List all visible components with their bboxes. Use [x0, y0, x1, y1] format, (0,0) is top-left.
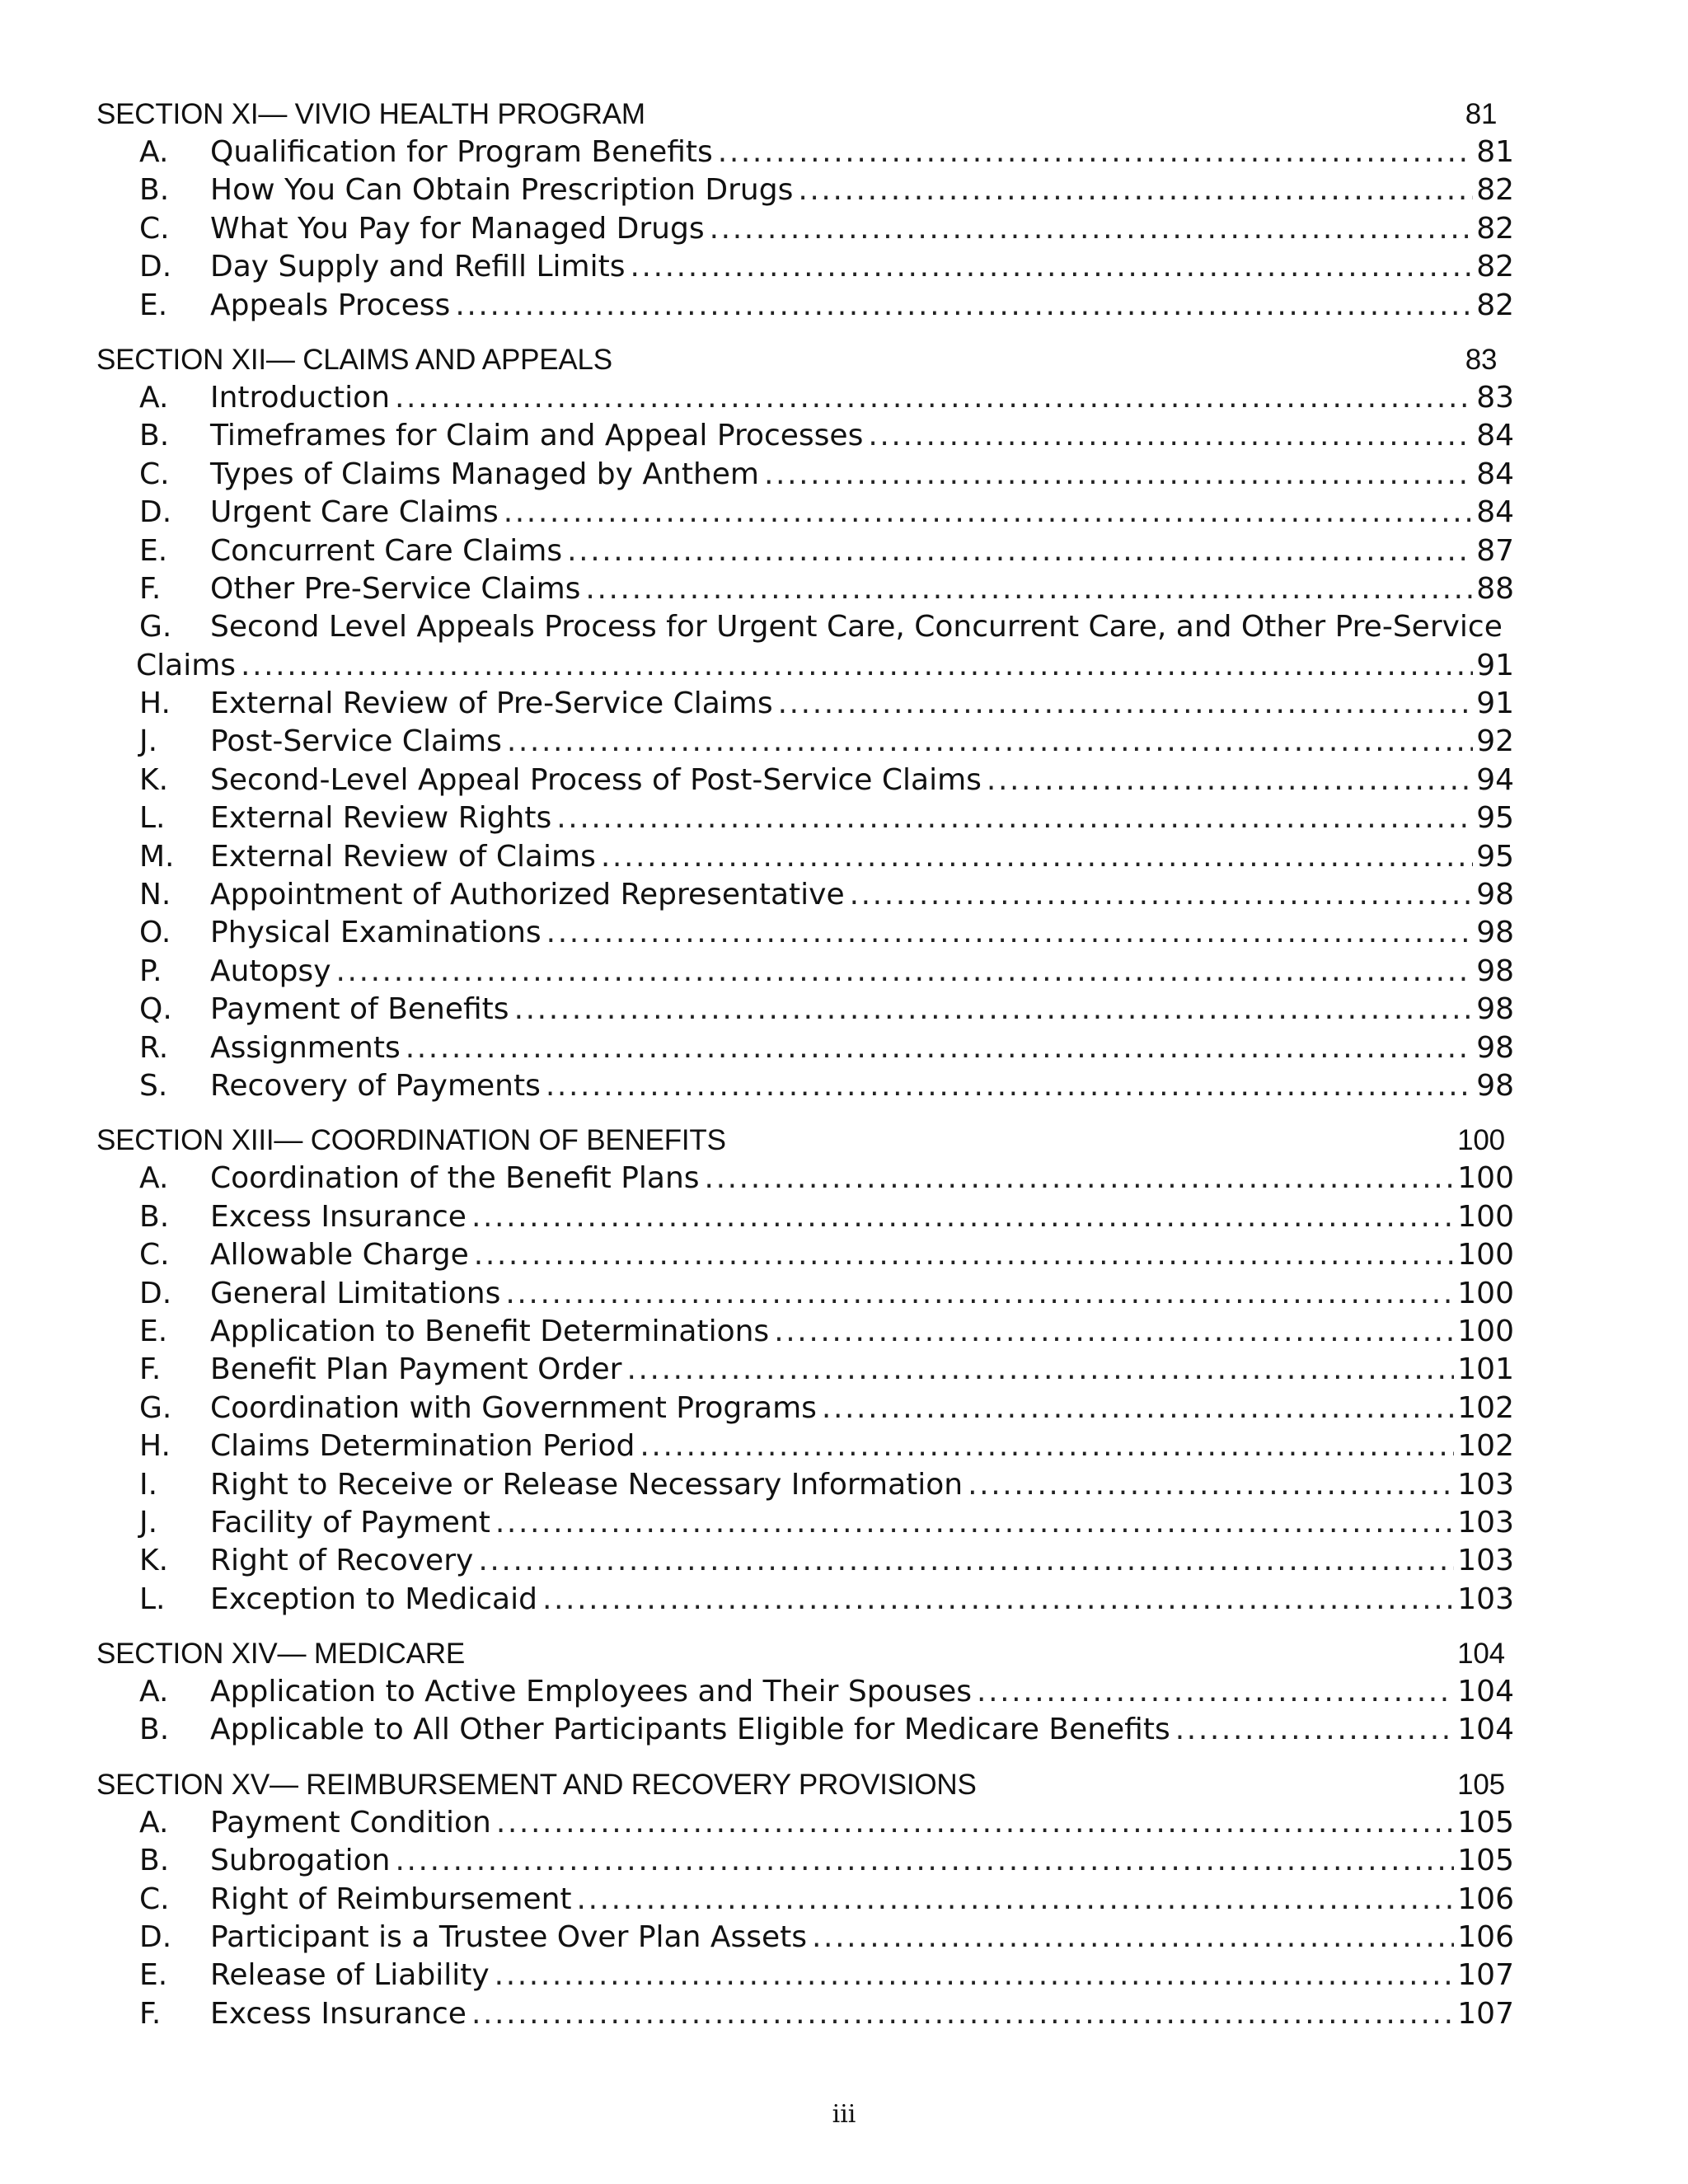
toc-entry[interactable] — [96, 1275, 1514, 1313]
entry-letter: A. — [139, 1675, 169, 1709]
toc-section — [96, 341, 1514, 1105]
entry-title: Right of Recovery — [210, 1544, 474, 1578]
entry-page-number: 82 — [1476, 250, 1514, 284]
table-of-contents — [96, 96, 1514, 2050]
entry-title: Payment of Benefits — [210, 992, 509, 1027]
dot-leader — [546, 914, 1474, 952]
dot-leader — [395, 1842, 1454, 1880]
dot-leader — [987, 762, 1473, 799]
dot-leader — [1175, 1711, 1455, 1749]
entry-page-number: 87 — [1476, 533, 1514, 568]
dot-leader — [640, 1427, 1454, 1465]
entry-page-number: 103 — [1457, 1582, 1514, 1616]
entry-letter: H. — [139, 687, 171, 721]
entry-page-number: 104 — [1457, 1713, 1514, 1747]
entry-page-number: 81 — [1476, 135, 1514, 169]
entry-page-number: 103 — [1457, 1505, 1514, 1540]
toc-entry[interactable] — [96, 532, 1514, 570]
entry-title: Payment Condition — [210, 1805, 491, 1840]
section-heading[interactable] — [96, 1766, 1514, 1804]
toc-entry[interactable] — [96, 456, 1514, 494]
dot-leader — [798, 171, 1473, 209]
entry-page-number: 100 — [1457, 1199, 1514, 1234]
entry-page-number: 95 — [1476, 801, 1514, 836]
dot-leader — [710, 210, 1474, 248]
toc-entry[interactable] — [96, 379, 1514, 417]
dot-leader — [567, 532, 1473, 570]
entry-page-number: 91 — [1476, 648, 1514, 682]
entry-title: Claims Determination Period — [210, 1429, 635, 1464]
toc-entry[interactable] — [96, 876, 1514, 914]
entry-letter: H. — [139, 1429, 171, 1464]
toc-entry[interactable] — [96, 1351, 1514, 1389]
dot-leader — [546, 1067, 1473, 1105]
toc-entry[interactable] — [96, 1804, 1514, 1842]
entry-page-number: 103 — [1457, 1544, 1514, 1578]
entry-title: External Review Rights — [210, 801, 552, 836]
entry-page-number: 92 — [1476, 724, 1514, 759]
entry-letter: B. — [139, 1713, 170, 1747]
entry-letter: D. — [139, 1276, 172, 1310]
toc-section — [96, 96, 1514, 325]
dot-leader — [977, 1673, 1454, 1711]
entry-page-number: 105 — [1457, 1844, 1514, 1878]
entry-letter: D. — [139, 495, 172, 530]
entry-title: Second Level Appeals Process for Urgent Care, Concurrent Care, and Other Pre-Service — [210, 610, 1503, 644]
entry-title: Recovery of Payments — [210, 1068, 541, 1103]
toc-entry[interactable] — [96, 838, 1514, 876]
entry-title: Application to Active Employees and Their Spouses — [210, 1675, 973, 1709]
section-heading[interactable] — [96, 1635, 1514, 1673]
toc-entry[interactable] — [96, 1466, 1514, 1504]
entry-page-number: 82 — [1476, 173, 1514, 208]
toc-entry[interactable] — [96, 1236, 1514, 1274]
entry-title: Right of Reimbursement — [210, 1882, 572, 1916]
section-page-number: 105 — [1457, 1768, 1505, 1801]
dot-leader — [495, 1957, 1455, 1994]
dot-leader — [455, 287, 1473, 325]
entry-page-number: 91 — [1476, 687, 1514, 721]
page-number: iii — [832, 2100, 856, 2129]
dot-leader — [496, 1804, 1454, 1842]
entry-title: Excess Insurance — [210, 1199, 467, 1234]
dot-leader — [471, 1995, 1454, 2033]
entry-title: Assignments — [210, 1030, 401, 1065]
entry-letter: P. — [139, 954, 162, 988]
dot-leader — [585, 570, 1473, 608]
toc-entry[interactable] — [96, 570, 1514, 608]
toc-entry[interactable] — [96, 210, 1514, 248]
dot-leader — [505, 1275, 1454, 1313]
dot-leader — [241, 647, 1473, 685]
entry-letter: L. — [139, 801, 166, 836]
entry-page-number: 106 — [1457, 1920, 1514, 1955]
entry-letter: C. — [139, 211, 170, 246]
entry-letter: K. — [139, 1544, 169, 1578]
entry-letter: A. — [139, 1805, 169, 1840]
dot-leader — [968, 1466, 1454, 1504]
dot-leader — [395, 379, 1473, 417]
entry-title: Concurrent Care Claims — [210, 533, 563, 568]
toc-entry[interactable] — [96, 1881, 1514, 1919]
entry-title: Autopsy — [210, 954, 331, 988]
section-page-number: 81 — [1465, 98, 1498, 130]
entry-title: Benefit Plan Payment Order — [210, 1352, 622, 1387]
dot-leader — [868, 417, 1473, 455]
toc-entry[interactable] — [96, 1198, 1514, 1236]
dot-leader — [514, 991, 1474, 1029]
section-page-number: 100 — [1457, 1124, 1505, 1157]
toc-section — [96, 1122, 1514, 1619]
entry-page-number: 82 — [1476, 288, 1514, 322]
toc-entry[interactable] — [96, 1995, 1514, 2033]
entry-page-number: 100 — [1457, 1161, 1514, 1196]
entry-letter: G. — [139, 1390, 172, 1425]
toc-entry[interactable] — [96, 991, 1514, 1029]
entry-letter: D. — [139, 250, 172, 284]
entry-letter: E. — [139, 533, 168, 568]
toc-entry[interactable] — [96, 171, 1514, 209]
section-title: SECTION XIII— COORDINATION OF BENEFITS — [96, 1124, 726, 1157]
section-title: SECTION XI— VIVIO HEALTH PROGRAM — [96, 98, 645, 130]
section-heading[interactable] — [96, 341, 1514, 379]
entry-page-number: 83 — [1476, 380, 1514, 415]
entry-letter: E. — [139, 288, 168, 322]
entry-page-number: 98 — [1476, 954, 1514, 988]
entry-letter: A. — [139, 135, 169, 169]
entry-page-number: 102 — [1457, 1390, 1514, 1425]
entry-page-number: 98 — [1476, 1068, 1514, 1103]
entry-letter: M. — [139, 839, 175, 874]
entry-title: General Limitations — [210, 1276, 501, 1310]
toc-entry[interactable] — [96, 1160, 1514, 1197]
entry-letter: B. — [139, 1844, 170, 1878]
entry-letter: L. — [139, 1582, 166, 1616]
entry-page-number: 107 — [1457, 1996, 1514, 2031]
toc-entry[interactable] — [96, 1711, 1514, 1749]
entry-title: Facility of Payment — [210, 1505, 490, 1540]
toc-entry[interactable] — [96, 494, 1514, 532]
entry-title: Appeals Process — [210, 288, 451, 322]
entry-letter: B. — [139, 1199, 170, 1234]
entry-title: Second-Level Appeal Process of Post-Service Claims — [210, 762, 982, 797]
entry-page-number: 101 — [1457, 1352, 1514, 1387]
section-page-number: 104 — [1457, 1638, 1505, 1671]
entry-title: External Review of Claims — [210, 839, 596, 874]
entry-title: Allowable Charge — [210, 1238, 469, 1272]
entry-title-continuation: Claims — [136, 648, 237, 682]
toc-entry[interactable] — [96, 1313, 1514, 1351]
entry-page-number: 107 — [1457, 1958, 1514, 1993]
entry-page-number: 95 — [1476, 839, 1514, 874]
entry-letter: J. — [139, 724, 158, 759]
toc-entry[interactable] — [96, 134, 1514, 171]
entry-page-number: 82 — [1476, 211, 1514, 246]
entry-letter: A. — [139, 380, 169, 415]
entry-letter: K. — [139, 762, 169, 797]
toc-entry[interactable] — [96, 1673, 1514, 1711]
entry-letter: C. — [139, 457, 170, 491]
entry-page-number: 84 — [1476, 495, 1514, 530]
entry-letter: O. — [139, 916, 171, 950]
entry-page-number: 100 — [1457, 1276, 1514, 1310]
entry-title: Urgent Care Claims — [210, 495, 499, 530]
section-title: SECTION XIV— MEDICARE — [96, 1638, 465, 1671]
dot-leader — [626, 1351, 1454, 1389]
dot-leader — [577, 1881, 1455, 1919]
entry-title: Physical Examinations — [210, 916, 542, 950]
toc-entry[interactable] — [96, 1029, 1514, 1067]
dot-leader — [764, 456, 1473, 494]
entry-letter: C. — [139, 1238, 170, 1272]
entry-letter: S. — [139, 1068, 168, 1103]
entry-title: Exception to Medicaid — [210, 1582, 537, 1616]
entry-letter: C. — [139, 1882, 170, 1916]
entry-letter: E. — [139, 1958, 168, 1993]
entry-letter: B. — [139, 419, 170, 453]
entry-title: Subrogation — [210, 1844, 391, 1878]
entry-title: Right to Receive or Release Necessary Information — [210, 1467, 964, 1502]
entry-letter: R. — [139, 1030, 169, 1065]
dot-leader — [850, 876, 1474, 914]
entry-title: Application to Benefit Determinations — [210, 1314, 770, 1348]
dot-leader — [556, 799, 1473, 837]
dot-leader — [336, 953, 1474, 991]
entry-title: Day Supply and Refill Limits — [210, 250, 626, 284]
dot-leader — [504, 494, 1473, 532]
entry-title: How You Can Obtain Prescription Drugs — [210, 173, 794, 208]
entry-letter: G. — [139, 610, 172, 644]
toc-entry[interactable] — [96, 1390, 1514, 1427]
dot-leader — [822, 1390, 1454, 1427]
entry-page-number: 103 — [1457, 1467, 1514, 1502]
entry-title: Qualification for Program Benefits — [210, 135, 713, 169]
toc-entry[interactable] — [96, 1919, 1514, 1957]
entry-letter: F. — [139, 1996, 162, 2031]
entry-page-number: 102 — [1457, 1429, 1514, 1464]
dot-leader — [601, 838, 1473, 876]
dot-leader — [406, 1029, 1473, 1067]
entry-letter: F. — [139, 571, 162, 606]
toc-section — [96, 1635, 1514, 1750]
entry-letter: D. — [139, 1920, 172, 1955]
toc-entry[interactable] — [96, 685, 1514, 723]
toc-entry[interactable] — [96, 762, 1514, 799]
entry-letter: J. — [139, 1505, 158, 1540]
toc-entry[interactable] — [96, 799, 1514, 837]
entry-letter: E. — [139, 1314, 168, 1348]
toc-entry[interactable] — [96, 287, 1514, 325]
section-title: SECTION XII— CLAIMS AND APPEALS — [96, 343, 612, 376]
section-page-number: 83 — [1465, 343, 1498, 376]
entry-page-number: 84 — [1476, 419, 1514, 453]
entry-page-number: 98 — [1476, 878, 1514, 912]
entry-title: Applicable to All Other Participants Eligible for Medicare Benefits — [210, 1713, 1170, 1747]
entry-title: Participant is a Trustee Over Plan Assets — [210, 1920, 808, 1955]
entry-page-number: 98 — [1476, 916, 1514, 950]
dot-leader — [778, 685, 1474, 723]
entry-title: Coordination with Government Programs — [210, 1390, 817, 1425]
entry-title: External Review of Pre-Service Claims — [210, 687, 773, 721]
entry-title: Other Pre-Service Claims — [210, 571, 581, 606]
dot-leader — [774, 1313, 1454, 1351]
entry-title: Appointment of Authorized Representative — [210, 878, 845, 912]
dot-leader — [812, 1919, 1454, 1957]
entry-page-number: 104 — [1457, 1675, 1514, 1709]
dot-leader — [474, 1236, 1454, 1274]
toc-section — [96, 1766, 1514, 2033]
entry-title: Excess Insurance — [210, 1996, 467, 2031]
section-heading[interactable] — [96, 96, 1514, 134]
dot-leader — [478, 1542, 1454, 1580]
section-heading[interactable] — [96, 1122, 1514, 1160]
entry-page-number: 98 — [1476, 992, 1514, 1027]
toc-entry[interactable] — [96, 248, 1514, 286]
toc-entry[interactable] — [96, 953, 1514, 991]
dot-leader — [471, 1198, 1454, 1236]
entry-title: Post-Service Claims — [210, 724, 502, 759]
toc-entry[interactable] — [96, 1542, 1514, 1580]
entry-title: What You Pay for Managed Drugs — [210, 211, 705, 246]
entry-letter: F. — [139, 1352, 162, 1387]
toc-entry[interactable] — [96, 914, 1514, 952]
dot-leader — [542, 1581, 1454, 1619]
dot-leader — [705, 1160, 1455, 1197]
entry-page-number: 88 — [1476, 571, 1514, 606]
entry-title: Types of Claims Managed by Anthem — [210, 457, 759, 491]
entry-title: Introduction — [210, 380, 391, 415]
toc-entry[interactable] — [96, 723, 1514, 761]
toc-entry[interactable] — [96, 1427, 1514, 1465]
entry-page-number: 100 — [1457, 1314, 1514, 1348]
entry-letter: I. — [139, 1467, 158, 1502]
toc-entry[interactable] — [96, 1581, 1514, 1619]
entry-page-number: 100 — [1457, 1238, 1514, 1272]
entry-title: Timeframes for Claim and Appeal Processes — [210, 419, 864, 453]
dot-leader — [507, 723, 1473, 761]
entry-letter: Q. — [139, 992, 172, 1027]
section-title: SECTION XV— REIMBURSEMENT AND RECOVERY PROVISIONS — [96, 1768, 977, 1801]
entry-letter: N. — [139, 878, 171, 912]
toc-entry[interactable] — [96, 417, 1514, 455]
entry-page-number: 106 — [1457, 1882, 1514, 1916]
toc-entry[interactable] — [96, 1067, 1514, 1105]
dot-leader — [718, 134, 1473, 171]
toc-entry-line[interactable] — [96, 608, 1514, 646]
toc-entry[interactable] — [96, 1842, 1514, 1880]
dot-leader — [631, 248, 1474, 286]
entry-letter: B. — [139, 173, 170, 208]
entry-title: Coordination of the Benefit Plans — [210, 1161, 700, 1196]
toc-entry[interactable] — [96, 1504, 1514, 1542]
dot-leader — [495, 1504, 1454, 1542]
entry-letter: A. — [139, 1161, 169, 1196]
entry-page-number: 84 — [1476, 457, 1514, 491]
entry-page-number: 105 — [1457, 1805, 1514, 1840]
toc-entry[interactable] — [96, 1957, 1514, 1994]
entry-title: Release of Liability — [210, 1958, 490, 1993]
toc-entry[interactable] — [96, 647, 1514, 685]
entry-page-number: 98 — [1476, 1030, 1514, 1065]
entry-page-number: 94 — [1476, 762, 1514, 797]
